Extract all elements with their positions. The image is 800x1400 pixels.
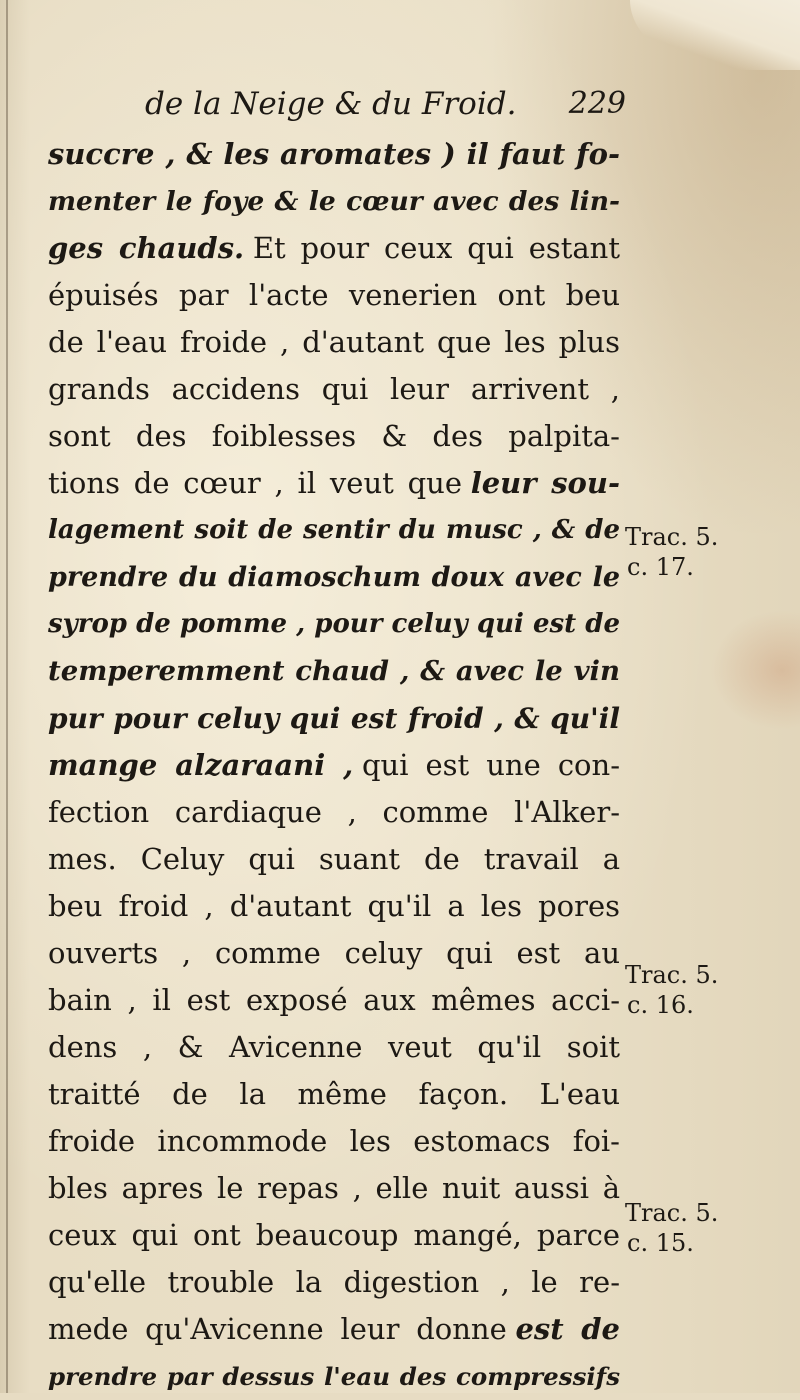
text-line: [48, 930, 620, 977]
text-line: [48, 507, 620, 554]
roman-text: fection cardiaque , comme l'Alker-: [48, 795, 620, 829]
roman-text: bles apres le repas , elle nuit aussi à: [48, 1171, 620, 1205]
text-line: [48, 742, 620, 789]
running-title: de la Neige & du Froid.: [145, 86, 517, 122]
text-line: [48, 1306, 620, 1353]
italic-text: prendre du diamoschum doux avec le: [48, 562, 620, 593]
italic-text: est de: [515, 1312, 620, 1346]
italic-text: leur sou-: [470, 466, 620, 500]
roman-text: sont des foiblesses & des palpita-: [48, 419, 620, 453]
roman-text: mede qu'Avicenne leur donne: [48, 1312, 507, 1346]
roman-text: traitté de la même façon. L'eau: [48, 1077, 620, 1111]
text-line: [48, 1118, 620, 1165]
margin-note-treatise: Trac. 5.: [625, 1199, 719, 1227]
text-line: [48, 272, 620, 319]
page-edge: [6, 0, 8, 1393]
italic-text: ges chauds.: [48, 231, 245, 265]
text-line: [48, 413, 620, 460]
roman-text: épuisés par l'acte venerien ont beu: [48, 278, 620, 312]
italic-text: prendre par dessus l'eau des compressifs: [48, 1362, 620, 1391]
italic-text: temperemment chaud , & avec le vin: [48, 655, 620, 687]
text-line: [48, 977, 620, 1024]
text-line: [48, 131, 620, 178]
margin-note-1: [625, 522, 795, 582]
body-text: [48, 131, 620, 1400]
text-line: [48, 1212, 620, 1259]
italic-text: lagement soit de sentir du musc , & de: [48, 515, 620, 545]
text-line: [48, 1165, 620, 1212]
torn-corner: [630, 0, 800, 70]
paper-stain: [710, 610, 800, 730]
text-line: [48, 836, 620, 883]
text-line: [48, 460, 620, 507]
page-header: [50, 86, 630, 130]
text-line: [48, 648, 620, 695]
roman-text: qui est une con-: [361, 748, 620, 782]
margin-note-2: [625, 960, 795, 1020]
margin-note-chapter: c. 17.: [627, 553, 694, 581]
text-line: [48, 319, 620, 366]
italic-text: mange alzaraani ,: [48, 748, 354, 782]
page-number: 229: [568, 86, 626, 121]
roman-text: qu'elle trouble la digestion , le re-: [48, 1265, 620, 1299]
roman-text: grands accidens qui leur arrivent ,: [48, 372, 620, 406]
italic-text: pur pour celuy qui est froid , & qu'il: [48, 702, 620, 735]
text-line: [48, 366, 620, 413]
roman-text: Et pour ceux qui estant: [252, 231, 620, 265]
roman-text: de l'eau froide , d'autant que les plus: [48, 325, 620, 359]
roman-text: froide incommode les estomacs foi-: [48, 1124, 620, 1158]
margin-note-3: [625, 1198, 795, 1258]
roman-text: bain , il est exposé aux mêmes acci-: [48, 983, 620, 1017]
text-line: [48, 789, 620, 836]
italic-text: menter le foye & le cœur avec des lin-: [48, 186, 620, 217]
text-line: [48, 554, 620, 601]
roman-text: ouverts , comme celuy qui est au: [48, 936, 620, 970]
margin-note-chapter: c. 16.: [627, 991, 694, 1019]
text-line: [48, 695, 620, 742]
roman-text: mes. Celuy qui suant de travail a: [48, 842, 620, 876]
text-line: [48, 1071, 620, 1118]
roman-text: beu froid , d'autant qu'il a les pores: [48, 889, 620, 923]
text-line: [48, 883, 620, 930]
text-line: [48, 601, 620, 648]
roman-text: ceux qui ont beaucoup mangé, parce: [48, 1218, 620, 1252]
roman-text: tions de cœur , il veut que: [48, 466, 462, 500]
text-line: [48, 225, 620, 272]
text-line: [48, 1259, 620, 1306]
italic-text: succre , & les aromates ) il faut fo-: [48, 137, 620, 171]
italic-text: syrop de pomme , pour celuy qui est de: [48, 609, 620, 639]
text-line: [48, 1024, 620, 1071]
margin-note-treatise: Trac. 5.: [625, 961, 719, 989]
text-line: [48, 178, 620, 225]
margin-note-chapter: c. 15.: [627, 1229, 694, 1257]
margin-note-treatise: Trac. 5.: [625, 523, 719, 551]
roman-text: dens , & Avicenne veut qu'il soit: [48, 1030, 620, 1064]
